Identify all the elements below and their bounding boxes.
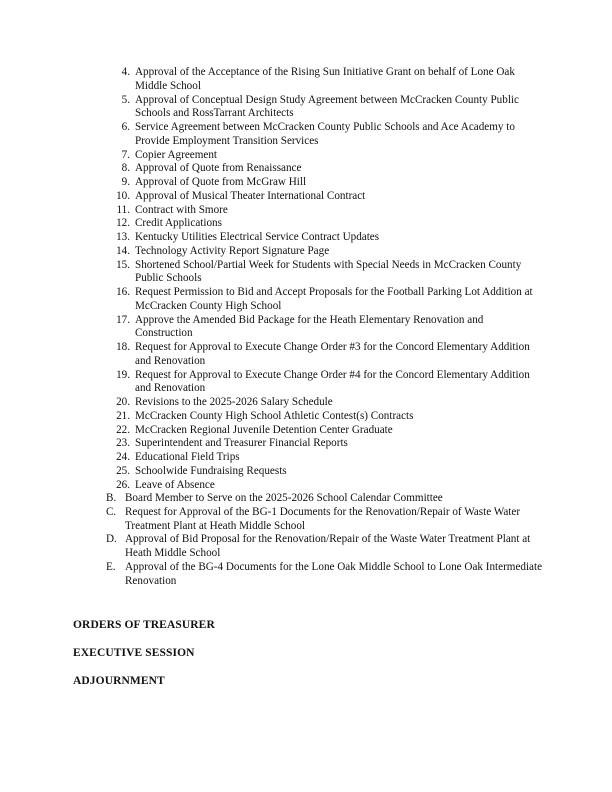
agenda-item-text: Educational Field Trips <box>135 451 240 463</box>
agenda-item-number: 18. <box>116 341 130 353</box>
agenda-item <box>106 204 536 218</box>
agenda-item <box>106 66 536 94</box>
agenda-item <box>106 341 536 369</box>
agenda-item-text: Leave of Absence <box>135 478 215 491</box>
agenda-item <box>106 396 536 410</box>
agenda-item-text: Shortened School/Partial Week for Students with Special Needs in McCracken County Public Schools <box>135 258 522 285</box>
agenda-item <box>106 217 536 231</box>
lettered-agenda-list <box>106 492 546 588</box>
agenda-item-number: 11. <box>116 203 130 216</box>
agenda-item-text: Revisions to the 2025-2026 Salary Schedule <box>135 396 333 408</box>
agenda-item-number: 19. <box>116 368 130 381</box>
agenda-item-text: McCracken Regional Juvenile Detention Center Graduate <box>135 423 393 436</box>
heading-adjournment: ADJOURNMENT <box>73 675 165 687</box>
agenda-item <box>106 314 536 342</box>
agenda-item-text: Request for Approval to Execute Change Order #3 for the Concord Elementary Addition and Renovation <box>135 341 530 367</box>
agenda-section-text: Approval of Bid Proposal for the Renovation/Repair of the Waste Water Treatment Plant at Heath Middle School <box>125 533 531 559</box>
agenda-item <box>106 437 536 451</box>
agenda-item <box>106 479 536 493</box>
agenda-item-text: Approval of Conceptual Design Study Agreement between McCracken County Public Schools and RossTarrant Architects <box>135 93 519 120</box>
agenda-item-text: Approve the Amended Bid Package for the Heath Elementary Renovation and Construction <box>135 313 484 340</box>
agenda-item <box>106 286 536 314</box>
agenda-item-number: 16. <box>116 286 130 298</box>
agenda-item-text: Approval of Musical Theater International Contract <box>135 189 366 202</box>
agenda-item <box>106 259 536 287</box>
heading-executive-session: EXECUTIVE SESSION <box>73 647 195 659</box>
agenda-item <box>106 94 536 122</box>
agenda-item-text: Contract with Smore <box>135 203 228 216</box>
agenda-item-text: Service Agreement between McCracken County Public Schools and Ace Academy to Provide Employment Transition Services <box>135 121 515 147</box>
agenda-section-item <box>106 533 546 561</box>
agenda-item-text: Credit Applications <box>135 217 222 230</box>
agenda-item-text: Schoolwide Fundraising Requests <box>135 464 287 477</box>
agenda-item-number: 10. <box>116 189 130 202</box>
agenda-item-text: Copier Agreement <box>135 148 217 161</box>
agenda-item-number: 8. <box>121 162 130 175</box>
agenda-section-letter: D. <box>106 533 117 546</box>
agenda-item-number: 21. <box>116 409 130 422</box>
agenda-item-text: Superintendent and Treasurer Financial Reports <box>135 437 348 450</box>
agenda-item <box>106 245 536 259</box>
agenda-section-letter: B. <box>106 492 117 504</box>
agenda-item-number: 22. <box>116 423 130 436</box>
agenda-item-number: 15. <box>116 258 130 271</box>
agenda-item-text: Approval of the Acceptance of the Rising Sun Initiative Grant on behalf of Lone Oak Middle School <box>135 66 515 92</box>
agenda-section-letter: C. <box>106 505 117 518</box>
agenda-item-text: Approval of Quote from McGraw Hill <box>135 176 307 188</box>
numbered-agenda-list <box>106 66 536 492</box>
agenda-item <box>106 410 536 424</box>
agenda-item-number: 20. <box>116 396 130 408</box>
agenda-item-number: 23. <box>116 437 130 450</box>
agenda-section-text: Request for Approval of the BG-1 Documents for the Renovation/Repair of Waste Water Treatment Plant at Heath Middle School <box>125 505 521 532</box>
agenda-item <box>106 451 536 465</box>
agenda-item-number: 13. <box>116 231 130 243</box>
agenda-item-text: Technology Activity Report Signature Page <box>135 244 330 257</box>
agenda-section-text: Board Member to Serve on the 2025-2026 School Calendar Committee <box>125 492 443 504</box>
agenda-item-number: 7. <box>121 148 130 161</box>
agenda-item-text: Request Permission to Bid and Accept Proposals for the Football Parking Lot Addition at McCracken County High School <box>135 286 533 312</box>
agenda-item <box>106 424 536 438</box>
agenda-item <box>106 176 536 190</box>
agenda-section-text: Approval of the BG-4 Documents for the Lone Oak Middle School to Lone Oak Intermediate Renovation <box>125 560 543 587</box>
agenda-item <box>106 121 536 149</box>
agenda-section-item <box>106 506 546 534</box>
agenda-item-number: 12. <box>116 217 130 230</box>
agenda-item-number: 26. <box>116 478 130 491</box>
agenda-item-number: 4. <box>121 66 130 78</box>
agenda-item-text: Kentucky Utilities Electrical Service Contract Updates <box>135 231 380 243</box>
agenda-section-item <box>106 561 546 589</box>
heading-orders-of-treasurer: ORDERS OF TREASURER <box>73 619 215 631</box>
agenda-section-letter: E. <box>106 560 116 573</box>
agenda-item-number: 17. <box>116 313 130 326</box>
agenda-item-number: 9. <box>121 176 130 188</box>
agenda-item-text: McCracken County High School Athletic Contest(s) Contracts <box>135 409 414 422</box>
agenda-item-number: 5. <box>121 93 130 106</box>
agenda-item-number: 25. <box>116 464 130 477</box>
agenda-section-item <box>106 492 546 506</box>
agenda-item <box>106 369 536 397</box>
agenda-item <box>106 162 536 176</box>
agenda-item <box>106 190 536 204</box>
agenda-item <box>106 231 536 245</box>
agenda-item-text: Request for Approval to Execute Change Order #4 for the Concord Elementary Addition and Renovation <box>135 368 530 395</box>
agenda-item <box>106 465 536 479</box>
agenda-item-number: 6. <box>121 121 130 133</box>
agenda-item-text: Approval of Quote from Renaissance <box>135 162 302 175</box>
agenda-item-number: 24. <box>116 451 130 463</box>
agenda-item <box>106 149 536 163</box>
agenda-item-number: 14. <box>116 244 130 257</box>
